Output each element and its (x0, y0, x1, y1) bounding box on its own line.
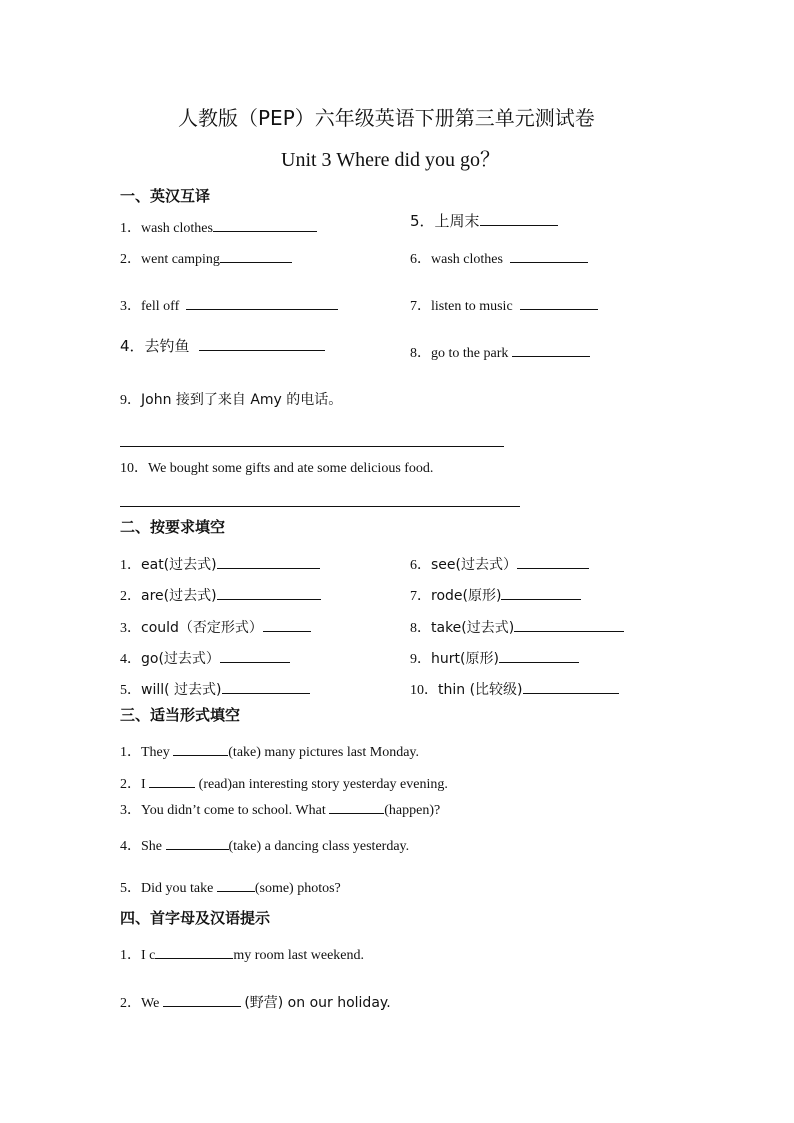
item-text: We bought some gifts and ate some delicious food. (148, 461, 434, 476)
answer-blank[interactable] (510, 249, 588, 263)
item-text-after: (read)an interesting story yesterday evening. (198, 777, 448, 792)
section2-heading: 二、按要求填空 (120, 518, 226, 536)
item-text-after: (happen)? (384, 803, 441, 818)
item-text-after: (take) many pictures last Monday. (228, 745, 420, 760)
answer-blank[interactable] (213, 218, 317, 232)
item-text: see(过去式） (431, 557, 517, 573)
item-number: 6． (410, 252, 431, 267)
item-text: 上周末 (434, 212, 480, 230)
s2-item-9 (410, 649, 579, 669)
s1-item-3 (120, 296, 338, 316)
s1-item-1 (120, 218, 317, 238)
s1-item-8 (410, 343, 590, 363)
item-number: 7． (410, 589, 431, 604)
item-number: 10． (410, 683, 438, 698)
s3-item-4 (120, 836, 409, 856)
s1-item-6 (410, 249, 588, 269)
answer-line-9[interactable] (120, 446, 504, 447)
item-number: 4． (120, 337, 145, 355)
item-number: 8． (410, 346, 431, 361)
item-text-after: (some) photos? (254, 881, 341, 896)
item-number: 7． (410, 299, 431, 314)
item-number: 3． (120, 299, 141, 314)
s3-item-5 (120, 878, 341, 898)
item-text-after: my room last weekend. (233, 948, 365, 963)
item-text: went camping (141, 252, 220, 267)
item-number: 4． (120, 839, 141, 854)
item-text: take(过去式) (431, 620, 515, 636)
item-text-before: We (141, 996, 160, 1011)
item-number: 10． (120, 461, 148, 476)
answer-blank[interactable] (480, 212, 558, 226)
answer-blank[interactable] (263, 618, 311, 632)
item-text: go(过去式） (141, 651, 220, 667)
item-number: 9． (120, 393, 141, 408)
item-number: 3． (120, 803, 141, 818)
answer-blank[interactable] (499, 649, 579, 663)
answer-blank[interactable] (163, 993, 241, 1007)
s1-item-4 (120, 337, 325, 355)
item-text-before: You didn’t come to school. What (141, 803, 326, 818)
item-text: fell off (141, 299, 180, 314)
s2-item-4 (120, 649, 290, 669)
s1-item-2 (120, 249, 292, 269)
item-number: 1． (120, 221, 141, 236)
answer-blank[interactable] (517, 555, 589, 569)
answer-blank[interactable] (523, 680, 619, 694)
section4-heading: 四、首字母及汉语提示 (120, 909, 271, 927)
item-text-after: (take) a dancing class yesterday. (228, 839, 410, 854)
answer-line-10[interactable] (120, 506, 520, 507)
item-number: 1． (120, 948, 141, 963)
item-text-before: Did you take (141, 881, 214, 896)
answer-blank[interactable] (514, 618, 624, 632)
item-text: listen to music (431, 299, 513, 314)
section1-heading: 一、英汉互译 (120, 187, 211, 205)
item-text: John 接到了来自 Amy 的电话。 (141, 392, 343, 408)
answer-blank[interactable] (222, 680, 310, 694)
item-number: 5． (410, 212, 435, 230)
answer-blank[interactable] (186, 296, 338, 310)
answer-blank[interactable] (199, 337, 325, 351)
item-number: 1． (120, 558, 141, 573)
item-number: 5． (120, 683, 141, 698)
answer-blank[interactable] (220, 249, 292, 263)
item-number: 2． (120, 589, 141, 604)
s2-item-6 (410, 555, 589, 575)
s3-item-2 (120, 774, 448, 794)
item-number: 2． (120, 996, 141, 1011)
item-text: eat(过去式) (141, 557, 217, 573)
item-text: rode(原形) (431, 588, 502, 604)
answer-blank[interactable] (329, 800, 384, 814)
item-number: 9． (410, 652, 431, 667)
item-number: 2． (120, 777, 141, 792)
item-text: hurt(原形) (431, 651, 499, 667)
item-text-before: She (141, 839, 162, 854)
s1-item-5 (410, 212, 558, 230)
item-text: wash clothes (431, 252, 503, 267)
item-text: go to the park (431, 346, 509, 361)
answer-blank[interactable] (501, 586, 581, 600)
item-text-before: I c (141, 948, 156, 963)
item-text: will( 过去式) (141, 682, 222, 698)
item-number: 4． (120, 652, 141, 667)
item-text: wash clothes (141, 221, 213, 236)
item-text: could（否定形式） (141, 620, 263, 636)
answer-blank[interactable] (166, 836, 229, 850)
answer-blank[interactable] (512, 343, 590, 357)
s2-item-2 (120, 586, 321, 606)
item-number: 8． (410, 621, 431, 636)
answer-blank[interactable] (217, 878, 255, 892)
s2-item-3 (120, 618, 311, 638)
item-number: 3． (120, 621, 141, 636)
s3-item-1 (120, 742, 419, 762)
s2-item-5 (120, 680, 310, 700)
answer-blank[interactable] (155, 945, 233, 959)
item-number: 5． (120, 881, 141, 896)
item-text: thin (比较级) (438, 682, 523, 698)
s2-item-1 (120, 555, 320, 575)
page-subtitle: Unit 3 Where did you go？ (281, 149, 501, 171)
s2-item-10 (410, 680, 619, 700)
answer-blank[interactable] (217, 555, 320, 569)
s1-item-7 (410, 296, 598, 316)
s4-item-2 (120, 993, 391, 1013)
item-number: 1． (120, 745, 141, 760)
page-title: 人教版（PEP）六年级英语下册第三单元测试卷 (178, 106, 595, 130)
item-number: 2． (120, 252, 141, 267)
s3-item-3 (120, 800, 440, 820)
answer-blank[interactable] (149, 774, 195, 788)
item-text: 去钓鱼 (144, 337, 190, 355)
s1-item-9 (120, 391, 342, 410)
item-number: 6． (410, 558, 431, 573)
s4-item-1 (120, 945, 364, 965)
section3-heading: 三、适当形式填空 (120, 706, 241, 724)
s1-item-10 (120, 460, 433, 478)
item-text-after: (野营) on our holiday. (244, 995, 391, 1011)
s2-item-7 (410, 586, 581, 606)
answer-blank[interactable] (173, 742, 228, 756)
answer-blank[interactable] (520, 296, 598, 310)
item-text-before: I (141, 777, 146, 792)
answer-blank[interactable] (217, 586, 321, 600)
item-text-before: They (141, 745, 170, 760)
s2-item-8 (410, 618, 624, 638)
answer-blank[interactable] (220, 649, 290, 663)
item-text: are(过去式) (141, 588, 217, 604)
